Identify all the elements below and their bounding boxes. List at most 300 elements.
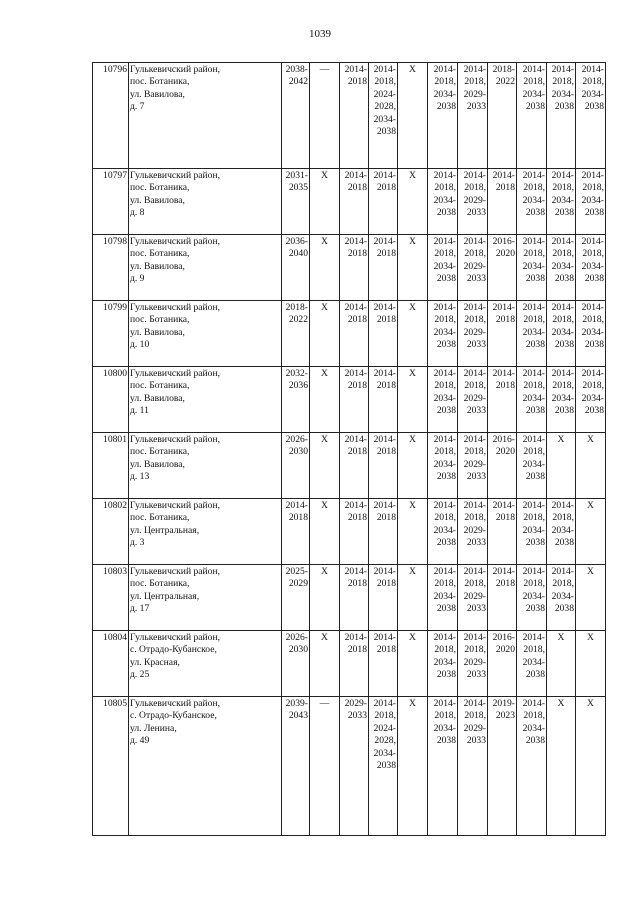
period-line: 2018, bbox=[464, 512, 486, 524]
period-line: 2014- bbox=[344, 368, 367, 379]
period-line: 2018, bbox=[523, 380, 545, 392]
table-row bbox=[93, 433, 606, 499]
period-cell bbox=[340, 63, 369, 169]
table-row bbox=[93, 697, 606, 836]
period-line: 2034- bbox=[581, 260, 604, 272]
period-line: 2034- bbox=[522, 88, 545, 100]
period-line: 2018, bbox=[464, 710, 486, 722]
period-cell bbox=[576, 631, 606, 697]
period-line: 2018 bbox=[347, 446, 367, 458]
period-line: 2014- bbox=[522, 500, 545, 511]
period-line: 2018, bbox=[582, 76, 604, 88]
period-line: 2034- bbox=[522, 590, 545, 602]
period-cell bbox=[517, 433, 547, 499]
period-cell bbox=[458, 433, 488, 499]
period-line: 2034- bbox=[522, 722, 545, 734]
period-line: 2018, bbox=[464, 644, 486, 656]
period-cell bbox=[428, 367, 458, 433]
period-line: 2038 bbox=[436, 471, 456, 483]
period-line: 2032- bbox=[285, 368, 308, 379]
period-line: 2018, bbox=[552, 182, 574, 194]
period-line: 2014- bbox=[463, 64, 486, 75]
period-line: 2014- bbox=[344, 632, 367, 643]
period-line: 2018, bbox=[582, 248, 604, 260]
period-line: 2038 bbox=[525, 735, 545, 747]
table-row bbox=[93, 367, 606, 433]
period-line: 2018, bbox=[374, 76, 396, 88]
period-line: 2031- bbox=[285, 170, 308, 181]
period-cell bbox=[340, 433, 369, 499]
period-cell bbox=[517, 367, 547, 433]
period-line: 2018 bbox=[347, 76, 367, 88]
period-line: 2014- bbox=[492, 566, 515, 577]
address-line: ул. Вавилова, bbox=[130, 260, 185, 272]
address-line: пос. Ботаника, bbox=[130, 314, 190, 326]
period-line: 2038 bbox=[584, 273, 604, 285]
period-line: 2014- bbox=[433, 302, 456, 313]
period-line: 2038 bbox=[525, 603, 545, 615]
period-line: 2014- bbox=[551, 170, 574, 181]
period-cell bbox=[369, 63, 398, 169]
period-line: 2018, bbox=[552, 248, 574, 260]
period-line: 2038 bbox=[584, 405, 604, 417]
record-number: 10797 bbox=[93, 169, 129, 235]
period-line: 2014- bbox=[344, 434, 367, 445]
address-cell bbox=[129, 433, 282, 499]
period-line: 2038 bbox=[554, 101, 574, 113]
period-cell bbox=[369, 367, 398, 433]
period-line: 2014- bbox=[463, 302, 486, 313]
period-line: 2018, bbox=[552, 76, 574, 88]
period-line: 2014- bbox=[344, 302, 367, 313]
period-line: 2028, bbox=[374, 101, 396, 113]
period-cell bbox=[398, 63, 428, 169]
period-line: 2022 bbox=[288, 314, 308, 326]
period-line: 2018, bbox=[374, 710, 396, 722]
period-line: 2018, bbox=[523, 76, 545, 88]
period-line: 2038 bbox=[436, 339, 456, 351]
period-line: 2034- bbox=[433, 260, 456, 272]
period-line: 2038 bbox=[525, 273, 545, 285]
period-line: 2016- bbox=[492, 632, 515, 643]
address-line: Гулькевичский район, bbox=[130, 170, 220, 181]
period-line: 2014- bbox=[463, 566, 486, 577]
period-line: 2029- bbox=[463, 656, 486, 668]
period-line: 2033 bbox=[466, 603, 486, 615]
period-line: 2038 bbox=[436, 207, 456, 219]
period-cell bbox=[398, 367, 428, 433]
period-cell bbox=[310, 63, 340, 169]
table-row bbox=[93, 235, 606, 301]
period-line: 2034- bbox=[433, 722, 456, 734]
period-line: 2034- bbox=[433, 326, 456, 338]
period-cell bbox=[398, 235, 428, 301]
address-line: ул. Вавилова, bbox=[130, 88, 185, 100]
period-line: X bbox=[321, 170, 328, 181]
period-line: 2014- bbox=[433, 698, 456, 709]
period-line: 2038 bbox=[436, 669, 456, 681]
period-line: 2034- bbox=[581, 194, 604, 206]
period-line: 2014- bbox=[522, 170, 545, 181]
period-line: 2018, bbox=[523, 446, 545, 458]
period-cell bbox=[340, 169, 369, 235]
period-line: 2038 bbox=[376, 760, 396, 772]
period-line: 2018 bbox=[347, 314, 367, 326]
period-line: X bbox=[321, 434, 328, 445]
period-line: 2018, bbox=[523, 710, 545, 722]
period-line: X bbox=[557, 632, 565, 643]
period-cell bbox=[282, 235, 310, 301]
period-cell bbox=[576, 367, 606, 433]
period-line: 2038 bbox=[554, 339, 574, 351]
period-line: 2034- bbox=[581, 392, 604, 404]
record-number: 10803 bbox=[93, 565, 129, 631]
period-cell bbox=[398, 301, 428, 367]
period-line: 2018, bbox=[434, 182, 456, 194]
period-line: 2039- bbox=[285, 698, 308, 709]
period-line: 2018 bbox=[347, 380, 367, 392]
period-line: 2014- bbox=[373, 236, 396, 247]
period-line: 2018 bbox=[376, 512, 396, 524]
period-line: 2018 bbox=[288, 512, 308, 524]
address-line: д. 8 bbox=[130, 207, 145, 219]
address-line: ул. Вавилова, bbox=[130, 326, 185, 338]
period-line: 2018 bbox=[495, 314, 515, 326]
period-line: 2018, bbox=[582, 314, 604, 326]
period-cell bbox=[428, 235, 458, 301]
period-cell bbox=[282, 63, 310, 169]
period-line: 2014- bbox=[463, 698, 486, 709]
period-line: 2014- bbox=[373, 500, 396, 511]
period-line: 2038 bbox=[554, 273, 574, 285]
period-line: 2038 bbox=[525, 471, 545, 483]
period-line: 2033 bbox=[466, 207, 486, 219]
record-number: 10805 bbox=[93, 697, 129, 836]
address-line: д. 7 bbox=[130, 101, 145, 113]
period-line: X bbox=[409, 236, 416, 247]
period-line: 2038 bbox=[554, 405, 574, 417]
period-cell bbox=[488, 499, 517, 565]
period-line: 2036- bbox=[285, 236, 308, 247]
period-line: 2038 bbox=[584, 339, 604, 351]
period-line: 2038 bbox=[525, 207, 545, 219]
period-cell bbox=[282, 301, 310, 367]
period-line: 2014- bbox=[551, 236, 574, 247]
period-line: 2018, bbox=[523, 512, 545, 524]
period-cell bbox=[488, 433, 517, 499]
period-line: 2014- bbox=[463, 632, 486, 643]
period-line: 2018 bbox=[376, 248, 396, 260]
table-row bbox=[93, 565, 606, 631]
period-line: X bbox=[409, 368, 416, 379]
address-line: ул. Вавилова, bbox=[130, 458, 185, 470]
table-row bbox=[93, 499, 606, 565]
period-cell bbox=[547, 499, 576, 565]
period-line: 2038 bbox=[436, 101, 456, 113]
period-line: 2033 bbox=[347, 710, 367, 722]
period-line: 2018 bbox=[347, 182, 367, 194]
period-line: 2040 bbox=[288, 248, 308, 260]
period-cell bbox=[282, 631, 310, 697]
period-line: 2018, bbox=[434, 710, 456, 722]
period-line: 2038 bbox=[554, 207, 574, 219]
period-cell bbox=[488, 631, 517, 697]
period-line: X bbox=[409, 698, 416, 709]
period-cell bbox=[398, 631, 428, 697]
period-line: 2014- bbox=[581, 170, 604, 181]
period-line: 2029- bbox=[463, 194, 486, 206]
period-cell bbox=[517, 631, 547, 697]
period-cell bbox=[488, 565, 517, 631]
address-line: Гулькевичский район, bbox=[130, 698, 220, 709]
period-cell bbox=[458, 63, 488, 169]
period-line: 2014- bbox=[344, 500, 367, 511]
period-line: 2038- bbox=[285, 64, 308, 75]
period-cell bbox=[369, 301, 398, 367]
period-cell bbox=[369, 565, 398, 631]
period-line: 2014- bbox=[433, 434, 456, 445]
period-line: 2029- bbox=[463, 88, 486, 100]
period-line: 2029- bbox=[344, 698, 367, 709]
period-line: 2018 bbox=[495, 512, 515, 524]
period-line: 2014- bbox=[522, 302, 545, 313]
period-cell bbox=[576, 235, 606, 301]
address-line: с. Отрадо-Кубанское, bbox=[130, 644, 217, 656]
address-cell bbox=[129, 63, 282, 169]
period-line: 2018 bbox=[495, 578, 515, 590]
period-cell bbox=[398, 499, 428, 565]
period-line: X bbox=[321, 566, 328, 577]
period-cell bbox=[310, 235, 340, 301]
period-line: 2038 bbox=[436, 405, 456, 417]
period-line: 2018, bbox=[434, 512, 456, 524]
address-cell bbox=[129, 499, 282, 565]
address-line: Гулькевичский район, bbox=[130, 632, 220, 643]
period-cell bbox=[340, 301, 369, 367]
period-line: 2020 bbox=[495, 248, 515, 260]
period-line: 2014- bbox=[433, 632, 456, 643]
period-line: 2029 bbox=[288, 578, 308, 590]
period-line: 2018, bbox=[552, 512, 574, 524]
period-line: 2014- bbox=[492, 302, 515, 313]
period-line: 2018 bbox=[376, 644, 396, 656]
period-cell bbox=[488, 169, 517, 235]
period-cell bbox=[428, 565, 458, 631]
address-line: д. 10 bbox=[130, 339, 150, 351]
period-cell bbox=[310, 433, 340, 499]
period-line: 2029- bbox=[463, 326, 486, 338]
period-line: 2014- bbox=[522, 434, 545, 445]
period-cell bbox=[458, 565, 488, 631]
period-line: 2014- bbox=[373, 632, 396, 643]
period-cell bbox=[458, 697, 488, 836]
period-line: 2014- bbox=[522, 64, 545, 75]
address-cell bbox=[129, 169, 282, 235]
period-line: 2033 bbox=[466, 339, 486, 351]
period-line: 2018 bbox=[495, 380, 515, 392]
period-cell bbox=[547, 565, 576, 631]
table-row bbox=[93, 63, 606, 169]
period-line: 2018, bbox=[552, 578, 574, 590]
period-line: 2014- bbox=[433, 368, 456, 379]
period-cell bbox=[310, 499, 340, 565]
period-cell bbox=[458, 499, 488, 565]
period-cell bbox=[517, 697, 547, 836]
period-cell bbox=[488, 367, 517, 433]
period-cell bbox=[398, 565, 428, 631]
table-row bbox=[93, 301, 606, 367]
period-cell bbox=[458, 631, 488, 697]
period-cell bbox=[458, 169, 488, 235]
period-line: 2038 bbox=[376, 126, 396, 138]
table-row bbox=[93, 631, 606, 697]
period-cell bbox=[458, 235, 488, 301]
period-line: 2033 bbox=[466, 405, 486, 417]
period-line: 2034- bbox=[522, 656, 545, 668]
period-cell bbox=[428, 433, 458, 499]
period-line: 2023 bbox=[495, 710, 515, 722]
period-line: X bbox=[409, 64, 416, 75]
period-line: 2018, bbox=[464, 314, 486, 326]
period-line: 2042 bbox=[288, 76, 308, 88]
period-cell bbox=[428, 169, 458, 235]
period-cell bbox=[340, 235, 369, 301]
period-cell bbox=[340, 697, 369, 836]
period-line: 2024- bbox=[373, 88, 396, 100]
address-line: д. 13 bbox=[130, 471, 150, 483]
period-line: 2034- bbox=[551, 260, 574, 272]
table-body bbox=[93, 63, 606, 836]
period-line: 2018, bbox=[582, 182, 604, 194]
period-line: 2014- bbox=[463, 500, 486, 511]
period-line: 2014- bbox=[433, 500, 456, 511]
period-line: 2034- bbox=[551, 590, 574, 602]
period-line: 2034- bbox=[433, 524, 456, 536]
period-line: 2038 bbox=[436, 273, 456, 285]
period-line: 2014- bbox=[433, 236, 456, 247]
period-line: 2014- bbox=[463, 170, 486, 181]
period-line: 2033 bbox=[466, 669, 486, 681]
period-line: 2014- bbox=[373, 64, 396, 75]
address-line: пос. Ботаника, bbox=[130, 76, 190, 88]
period-line: 2034- bbox=[433, 194, 456, 206]
period-line: 2018, bbox=[523, 314, 545, 326]
period-cell bbox=[310, 169, 340, 235]
period-line: 2018 bbox=[347, 248, 367, 260]
period-line: 2018, bbox=[434, 314, 456, 326]
period-line: 2029- bbox=[463, 260, 486, 272]
period-line: 2014- bbox=[373, 698, 396, 709]
period-line: 2014- bbox=[433, 64, 456, 75]
address-line: д. 9 bbox=[130, 273, 145, 285]
period-cell bbox=[547, 169, 576, 235]
period-cell bbox=[369, 631, 398, 697]
address-line: д. 25 bbox=[130, 669, 150, 681]
period-cell bbox=[398, 433, 428, 499]
period-line: 2014- bbox=[373, 434, 396, 445]
period-line: 2022 bbox=[495, 76, 515, 88]
period-cell bbox=[576, 301, 606, 367]
period-cell bbox=[458, 367, 488, 433]
period-line: X bbox=[587, 500, 594, 511]
address-cell bbox=[129, 565, 282, 631]
period-line: 2034- bbox=[522, 194, 545, 206]
period-line: 2034- bbox=[433, 88, 456, 100]
period-line: 2034- bbox=[433, 392, 456, 404]
period-cell bbox=[282, 697, 310, 836]
period-cell bbox=[547, 697, 576, 836]
period-line: 2014- bbox=[433, 170, 456, 181]
period-cell bbox=[547, 235, 576, 301]
record-number: 10799 bbox=[93, 301, 129, 367]
period-line: 2034- bbox=[551, 88, 574, 100]
period-line: 2038 bbox=[584, 207, 604, 219]
period-line: 2029- bbox=[463, 722, 486, 734]
period-line: X bbox=[409, 632, 416, 643]
period-cell bbox=[398, 169, 428, 235]
period-line: X bbox=[587, 566, 594, 577]
period-cell bbox=[428, 631, 458, 697]
period-line: 2038 bbox=[525, 537, 545, 549]
period-cell bbox=[369, 697, 398, 836]
period-line: — bbox=[319, 64, 330, 75]
period-line: 2038 bbox=[436, 603, 456, 615]
period-line: 2018, bbox=[523, 578, 545, 590]
period-line: 2018 bbox=[347, 644, 367, 656]
period-line: X bbox=[321, 500, 328, 511]
record-number: 10801 bbox=[93, 433, 129, 499]
period-line: 2033 bbox=[466, 735, 486, 747]
period-cell bbox=[547, 433, 576, 499]
address-cell bbox=[129, 631, 282, 697]
period-line: 2014- bbox=[433, 566, 456, 577]
period-line: 2034- bbox=[581, 88, 604, 100]
period-line: 2034- bbox=[522, 392, 545, 404]
registry-table bbox=[92, 62, 606, 836]
period-cell bbox=[576, 433, 606, 499]
period-cell bbox=[488, 63, 517, 169]
address-line: пос. Ботаника, bbox=[130, 446, 190, 458]
period-line: 2034- bbox=[551, 392, 574, 404]
period-line: 2014- bbox=[344, 566, 367, 577]
period-line: 2026- bbox=[285, 632, 308, 643]
period-cell bbox=[458, 301, 488, 367]
period-line: 2014- bbox=[551, 368, 574, 379]
address-cell bbox=[129, 367, 282, 433]
period-line: 2038 bbox=[525, 405, 545, 417]
period-line: 2034- bbox=[551, 194, 574, 206]
period-line: 2018, bbox=[434, 380, 456, 392]
period-line: 2024- bbox=[373, 722, 396, 734]
period-cell bbox=[547, 301, 576, 367]
period-line: 2014- bbox=[285, 500, 308, 511]
period-line: 2014- bbox=[522, 236, 545, 247]
period-line: 2018 bbox=[347, 512, 367, 524]
period-cell bbox=[517, 565, 547, 631]
period-line: 2018, bbox=[464, 578, 486, 590]
period-cell bbox=[576, 63, 606, 169]
period-cell bbox=[369, 433, 398, 499]
period-line: 2014- bbox=[344, 170, 367, 181]
period-line: X bbox=[409, 566, 416, 577]
period-line: 2033 bbox=[466, 101, 486, 113]
period-line: 2034- bbox=[433, 590, 456, 602]
period-line: X bbox=[557, 698, 565, 709]
period-line: 2018, bbox=[434, 446, 456, 458]
address-line: Гулькевичский район, bbox=[130, 566, 220, 577]
period-line: 2014- bbox=[344, 64, 367, 75]
period-line: X bbox=[409, 434, 416, 445]
